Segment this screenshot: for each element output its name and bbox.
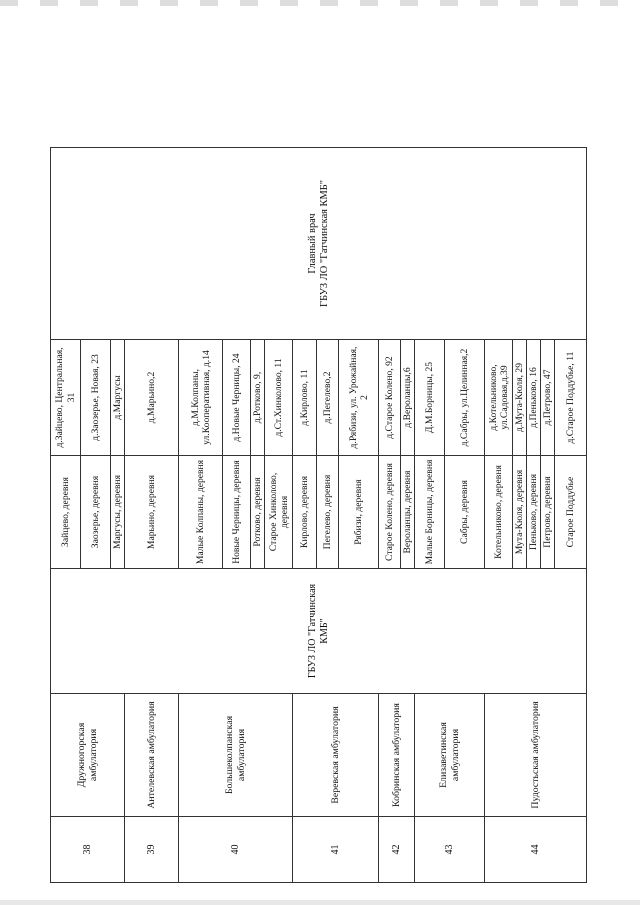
settlement-cell: Маргусы, деревня xyxy=(111,456,125,569)
address-cell: д.Котельниково, ул.Садовая,д.39 xyxy=(485,340,513,456)
address-cell: д.Марьино,2 xyxy=(125,340,179,456)
address-cell: д.Петрово, 47 xyxy=(541,340,555,456)
facilities-table xyxy=(50,147,587,883)
settlement-cell: Старое Поддубье xyxy=(555,456,587,569)
head-doctor-cell xyxy=(51,148,587,340)
scan-artifact-top xyxy=(0,0,640,6)
address-cell: д.Ст.Хинколово, 11 xyxy=(265,340,293,456)
organization-cell: ГБУЗ ЛО "Гатчинская КМБ" xyxy=(51,569,587,694)
settlement-cell: Пегелево, деревня xyxy=(317,456,339,569)
settlement-cell: Петрово, деревня xyxy=(541,456,555,569)
settlement-cell: Марьино, деревня xyxy=(125,456,179,569)
address-cell: д.Новые Черницы, 24 xyxy=(223,340,251,456)
head-doctor-organization: ГБУЗ ЛО "Гатчинская КМБ" xyxy=(318,180,330,307)
ambulatory-name: Дружногорская амбулатория xyxy=(51,694,125,817)
row-number: 41 xyxy=(293,817,379,883)
address-cell: д.Вероланцы,6 xyxy=(401,340,415,456)
settlement-cell: Ротково, деревня xyxy=(251,456,265,569)
address-cell: д.Сабры, ул.Целинная,2 xyxy=(445,340,485,456)
row-number: 39 xyxy=(125,817,179,883)
settlement-cell: Малые Борницы, деревня xyxy=(415,456,445,569)
address-cell: д.Старое Поддубье, 11 xyxy=(555,340,587,456)
settlement-cell: Заозерье, деревня xyxy=(81,456,111,569)
row-number: 43 xyxy=(415,817,485,883)
settlement-cell: Рябизи, деревня xyxy=(339,456,379,569)
address-cell: д.Рябизи, ул. Урожайная, 2 xyxy=(339,340,379,456)
address-cell: д.Старое Колено, 92 xyxy=(379,340,401,456)
settlement-cell: Старое Колено, деревня xyxy=(379,456,401,569)
ambulatory-name: Веревская амбулатория xyxy=(293,694,379,817)
ambulatory-name: Большеколпанская амбулатория xyxy=(179,694,293,817)
ambulatory-name: Кобринская амбулатория xyxy=(379,694,415,817)
settlement-cell: Котельниково, деревня xyxy=(485,456,513,569)
row-number: 38 xyxy=(51,817,125,883)
address-cell: Д.М.Борницы, 25 xyxy=(415,340,445,456)
address-cell: д.Мута-Кюля, 29 xyxy=(513,340,527,456)
scan-artifact-bottom xyxy=(0,900,640,905)
settlement-cell: Малые Колпаны, деревня xyxy=(179,456,223,569)
address-cell: д.Кирлово, 11 xyxy=(293,340,317,456)
table-row xyxy=(51,148,81,883)
ambulatory-name: Елизаветинская амбулатория xyxy=(415,694,485,817)
settlement-cell: Старое Хинколово, деревня xyxy=(265,456,293,569)
settlement-cell: Сабры, деревня xyxy=(445,456,485,569)
address-cell: д.Пегелево,2 xyxy=(317,340,339,456)
address-cell: д.Пеньково, 16 xyxy=(527,340,541,456)
address-cell: д.Ротково, 9, xyxy=(251,340,265,456)
address-cell: д.Заозерье, Новая, 23 xyxy=(81,340,111,456)
ambulatory-name: Антелевская амбулатория xyxy=(125,694,179,817)
ambulatory-name: Пудостьская амбулатория xyxy=(485,694,587,817)
settlement-cell: Новые Черницы, деревня xyxy=(223,456,251,569)
rotated-page xyxy=(50,148,577,883)
address-cell: д.М.Колпаны, ул.Кооперативная, д.14 xyxy=(179,340,223,456)
row-number: 40 xyxy=(179,817,293,883)
row-number: 42 xyxy=(379,817,415,883)
settlement-cell: Вероланцы, деревня xyxy=(401,456,415,569)
row-number: 44 xyxy=(485,817,587,883)
address-cell: д.Зайцево, Центральная, 31 xyxy=(51,340,81,456)
address-cell: д.Маргусы xyxy=(111,340,125,456)
settlement-cell: Зайцево, деревня xyxy=(51,456,81,569)
head-doctor-title: Главный врач xyxy=(306,213,318,274)
settlement-cell: Мута-Кюля, деревня xyxy=(513,456,527,569)
settlement-cell: Кирлово, деревня xyxy=(293,456,317,569)
settlement-cell: Пеньково, деревня xyxy=(527,456,541,569)
